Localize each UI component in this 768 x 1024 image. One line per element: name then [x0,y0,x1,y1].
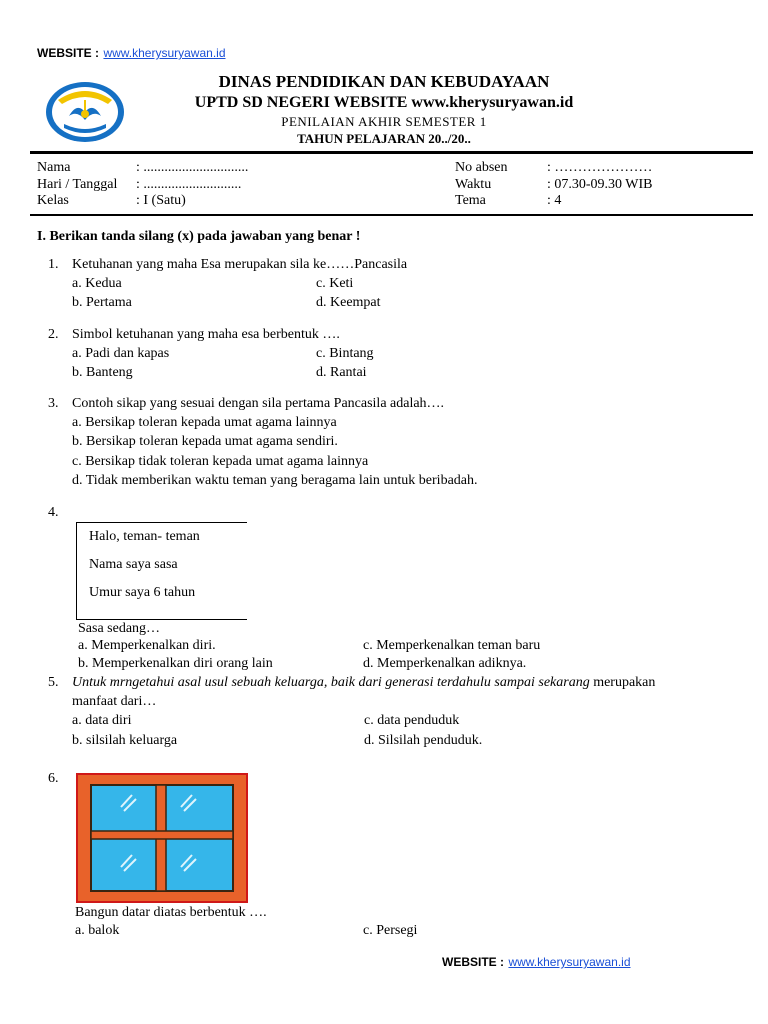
website-top-label: WEBSITE : [37,46,99,60]
q4-box-line-3: Umur saya 6 tahun [89,585,196,600]
waktu-label: Waktu [455,177,492,192]
instruction: I. Berikan tanda silang (x) pada jawaban yang benar ! [37,229,361,244]
website-footer-link[interactable]: www.kherysuryawan.id [508,955,631,969]
absen-value: : ………………… [547,160,653,175]
q2-option-d[interactable]: d. Rantai [316,365,367,380]
q1-option-d[interactable]: d. Keempat [316,295,381,310]
q3-option-d[interactable]: d. Tidak memberikan waktu teman yang beragama lain untuk beribadah. [72,473,478,488]
q6-text: Bangun datar diatas berbentuk …. [75,905,267,920]
q5-text-rest: merupakan [589,675,656,690]
q4-option-d[interactable]: d. Memperkenalkan adiknya. [363,656,527,671]
website-top [37,44,226,62]
q2-option-b[interactable]: b. Banteng [72,365,133,380]
tema-label: Tema [455,193,486,208]
q4-option-c[interactable]: c. Memperkenalkan teman baru [363,638,541,653]
q3-number: 3. [48,396,59,411]
q3-option-c[interactable]: c. Bersikap tidak toleran kepada umat agama lainnya [72,454,369,469]
nama-label: Nama [37,160,71,175]
q2-text: Simbol ketuhanan yang maha esa berbentuk …. [72,327,340,342]
q1-option-b[interactable]: b. Pertama [72,295,132,310]
q1-option-c[interactable]: c. Keti [316,276,354,291]
q2-option-c[interactable]: c. Bintang [316,346,374,361]
q4-number: 4. [48,505,59,520]
q5-option-b[interactable]: b. silsilah keluarga [72,733,178,748]
q3-option-b[interactable]: b. Bersikap toleran kepada umat agama sendiri. [72,434,338,449]
window-picture [76,773,248,903]
kelas-label: Kelas [37,193,69,208]
q2-number: 2. [48,327,59,342]
header-rule [30,151,753,154]
q5-text [72,675,655,691]
q3-option-a[interactable]: a. Bersikap toleran kepada umat agama lainnya [72,415,337,430]
website-footer [442,953,631,971]
header-title-1: DINAS PENDIDIKAN DAN KEBUDAYAAN [218,72,550,91]
q4-text: Sasa sedang… [78,621,161,636]
hari-value: : ............................ [136,177,242,192]
q6-option-a[interactable]: a. balok [75,923,120,938]
q2-option-a[interactable]: a. Padi dan kapas [72,346,170,361]
q5-option-a[interactable]: a. data diri [72,713,132,728]
q5-option-c[interactable]: c. data penduduk [364,713,460,728]
q5-text-line-2: manfaat dari… [72,694,157,709]
header-title-4: TAHUN PELAJARAN 20../20.. [297,131,471,146]
q4-box-line-2: Nama saya sasa [89,557,178,572]
nama-value: : .............................. [136,160,249,175]
q1-number: 1. [48,257,59,272]
q6-number: 6. [48,771,59,786]
q4-intro-box [76,522,247,620]
q4-box-line-1: Halo, teman- teman [89,529,200,544]
header-title-3: PENILAIAN AKHIR SEMESTER 1 [281,114,487,129]
waktu-value: : 07.30-09.30 WIB [547,177,653,192]
absen-label: No absen [455,160,508,175]
website-footer-label: WEBSITE : [442,955,504,969]
kelas-value: : I (Satu) [136,193,186,208]
q6-option-c[interactable]: c. Persegi [363,923,418,938]
q3-text: Contoh sikap yang sesuai dengan sila pertama Pancasila adalah…. [72,396,445,411]
q5-option-d[interactable]: d. Silsilah penduduk. [364,733,483,748]
tema-value: : 4 [547,193,562,208]
hari-label: Hari / Tanggal [37,177,118,192]
q4-option-b[interactable]: b. Memperkenalkan diri orang lain [78,656,273,671]
website-top-link[interactable]: www.kherysuryawan.id [103,46,226,60]
q1-option-a[interactable]: a. Kedua [72,276,122,291]
q1-text: Ketuhanan yang maha Esa merupakan sila ke……Pancasila [72,257,408,272]
identity-rule [30,214,753,216]
q5-text-italic: Untuk mrngetahui asal usul sebuah keluarga, baik dari generasi terdahulu sampai sekarang [72,675,590,690]
q4-option-a[interactable]: a. Memperkenalkan diri. [78,638,216,653]
q5-number: 5. [48,675,59,690]
header-title-2: UPTD SD NEGERI WEBSITE www.kherysuryawan.id [194,94,574,111]
